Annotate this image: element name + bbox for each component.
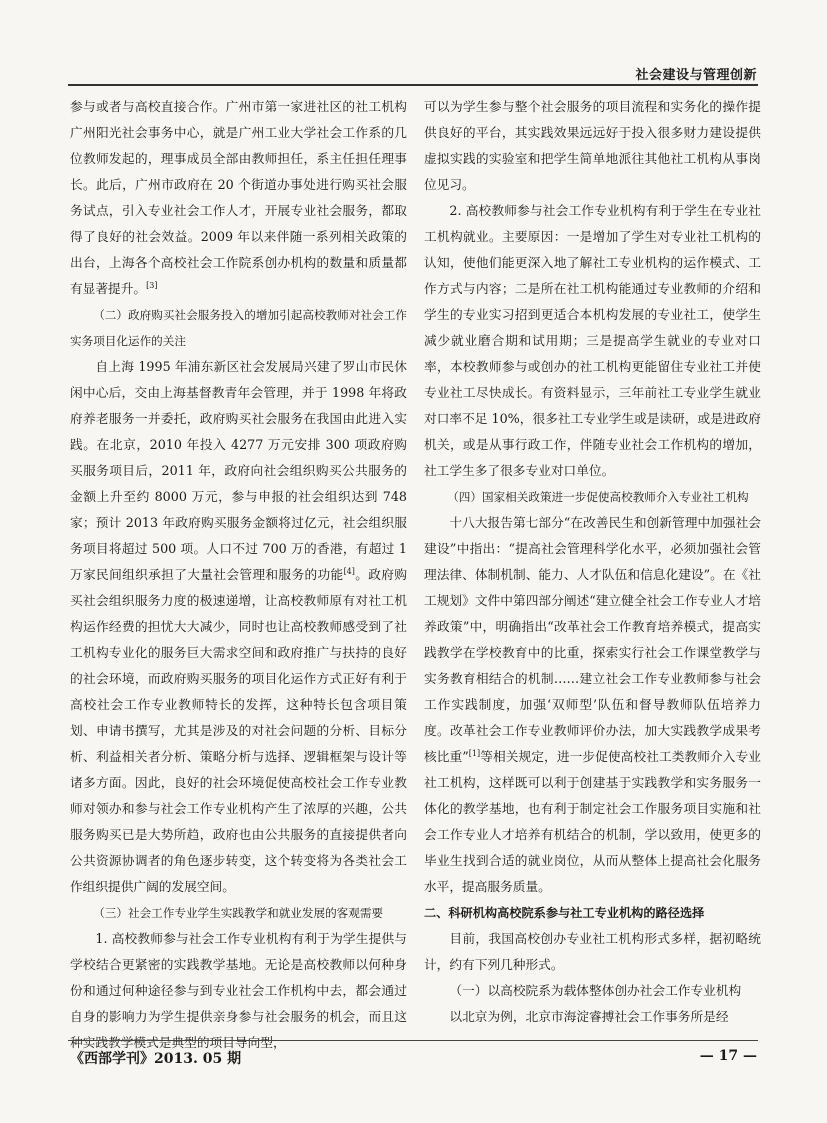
left-column [70,94,407,1056]
header-divider [68,84,758,86]
citation-ref: [4] [343,566,355,576]
paragraph-text: 二、科研机构高校院系参与社工专业机构的路径选择 [424,906,705,920]
body-paragraph [424,926,761,978]
paragraph-text: （四）国家相关政策进一步促使高校教师介入专业社工机构 [447,490,749,504]
paragraph-text: （二）政府购买社会服务投入的增加引起高校教师对社会工作实务项目化运作的关注 [70,308,407,348]
citation-ref: [1] [468,748,481,758]
paragraph-text: 目前，我国高校创办专业社工机构形式多样，据初略统计，约有下列几种形式。 [424,931,761,972]
paragraph-text: 。政府购买社会组织服务力度的极速递增，让高校教师原有对社工机构运作经费的担忧大大减少，同时也让高校教师感受到了社工机构专业化的服务巨大需求空间和政府推广与扶持的良好的社会环境，而政府购买服务的项目化运作方式正好有利于高校社会工作专业教师特长的发挥，这种特长包含项目策划、申请书撰写，尤其是涉及的对社会问题的分析、目标分析、利益相关者分析、策略分析与选择、逻辑框架与设计等诸多方面。因此，良好的社会环境促使高校社会工作专业教师对领办和参与社会工作专业机构产生了浓厚的兴趣，公共服务购买已是大势所趋，政府也由公共服务的直接提供者向公共资源协调者的角色逐步转变，这个转变将为各类社会工作组织提供广阔的发展空间。 [70,567,408,894]
body-paragraph [70,354,407,900]
page-number: — 17 — [699,1048,757,1064]
footer-divider [68,1040,758,1041]
paragraph-text: 自上海 1995 年浦东新区社会发展局兴建了罗山市民休闲中心后，交由上海基督教青年会管理，并于 1998 年将政府养老服务一并委托，政府购买社会服务在我国由此进入实践。在北京，2010 年投入 4277 万元安排 300 项政府购买服务项目后，2011 年，政府向社会组织购买公共服务的金额上升至约 8000 万元，参与申报的社会组织达到 748 家；预计 2013 年政府购买服务金额将过亿元，社会组织服务项目将超过 500 项。人口不过 700 万的香港，有超过 1 万家民间组织承担了大量社会管理和服务的功能 [70,359,407,582]
paragraph-text: 2. 高校教师参与社会工作专业机构有利于学生在专业社工机构就业。主要原因：一是增加了学生对专业社工机构的认知，使他们能更深入地了解社工专业机构的运作模式、工作方式与内容；二是所在社工机构能通过专业教师的介绍和学生的专业实习招到更适合本机构发展的专业社工，使学生减少就业磨合期和试用期；三是提高学生就业的专业对口率，本校教师参与或创办的社工机构更能留住专业社工并使专业社工尽快成长。有资料显示，三年前社工专业学生就业对口率不足 10%，很多社工专业学生或是读研，或是进政府机关，或是从事行政工作，伴随专业社会工作机构的增加，社工学生多了很多专业对口单位。 [424,203,761,478]
paragraph-text: 1. 高校教师参与社会工作专业机构有利于为学生提供与学校结合更紧密的实践教学基地。无论是高校教师以何种身份和通过何种途径参与到专业社会工作机构中去，都会通过自身的影响力为学生提供亲身参与社会服务的机会，而且这种实践教学模式是典型的项目导向型， [70,931,407,1050]
body-paragraph [70,94,407,302]
section-heading [70,302,407,354]
body-paragraph [424,198,761,484]
section-heading [424,484,761,510]
running-header: 社会建设与管理创新 [635,68,757,83]
paragraph-text: （三）社会工作专业学生实践教学和就业发展的客观需要 [93,906,384,920]
paragraph-text: 十八大报告第七部分“在改善民生和创新管理中加强社会建设”中指出：“提高社会管理科学化水平，必须加强社会管理法律、体制机制、能力、人才队伍和信息化建设”。在《社工规划》文件中第四部分阐述“建立健全社会工作专业人才培养政策”中，明确指出“改革社会工作教育培养模式，提高实践教学在学校教育中的比重，探索实行社会工作课堂教学与实务教育相结合的机制……建立社会工作专业教师参与社会工作实践制度，加强‘双师型’队伍和督导教师队伍培养力度。改革社会工作专业教师评价办法，加大实践教学成果考核比重” [424,515,761,764]
major-section-heading [424,900,761,926]
body-paragraph [424,1004,761,1030]
paragraph-text: （一）以高校院系为载体整体创办社会工作专业机构 [449,983,742,998]
paragraph-text: 可以为学生参与整个社会服务的项目流程和实务化的操作提供良好的平台，其实践效果远远好于投入很多财力建设提供虚拟实践的实验室和把学生简单地派往其他社工机构从事岗位见习。 [424,99,761,192]
body-paragraph [70,926,407,1056]
paragraph-text: 以北京为例，北京市海淀睿搏社会工作事务所是经 [449,1009,729,1024]
paragraph-text: 参与或者与高校直接合作。广州市第一家进社区的社工机构广州阳光社会事务中心，就是广州工业大学社会工作系的几位教师发起的，理事成员全部由教师担任，系主任担任理事长。此后，广州市政府在 20 个街道办事处进行购买社会服务试点，引入专业社会工作人才，开展专业社会服务，都取得了良好的社会效益。2009 年以来伴随一系列相关政策的出台，上海各个高校社会工作院系创办机构的数量和质量都有显著提升。 [70,99,407,296]
citation-ref: [3] [146,280,158,290]
paragraph-text: 等相关规定，进一步促使高校社工类教师介入专业社工机构，这样既可以利于创建基于实践教学和实务服务一体化的教学基地，也有利于制定社会工作服务项目实施和社会工作专业人才培养有机结合的机制，学以致用，使更多的毕业生找到合适的就业岗位，从而从整体上提高社会化服务水平，提高服务质量。 [424,749,761,894]
section-heading [70,900,407,926]
body-paragraph [424,94,761,198]
journal-issue: 《西部学刊》2013. 05 期 [70,1051,242,1067]
right-column [424,94,761,1030]
body-paragraph [424,510,761,900]
body-paragraph [424,978,761,1004]
